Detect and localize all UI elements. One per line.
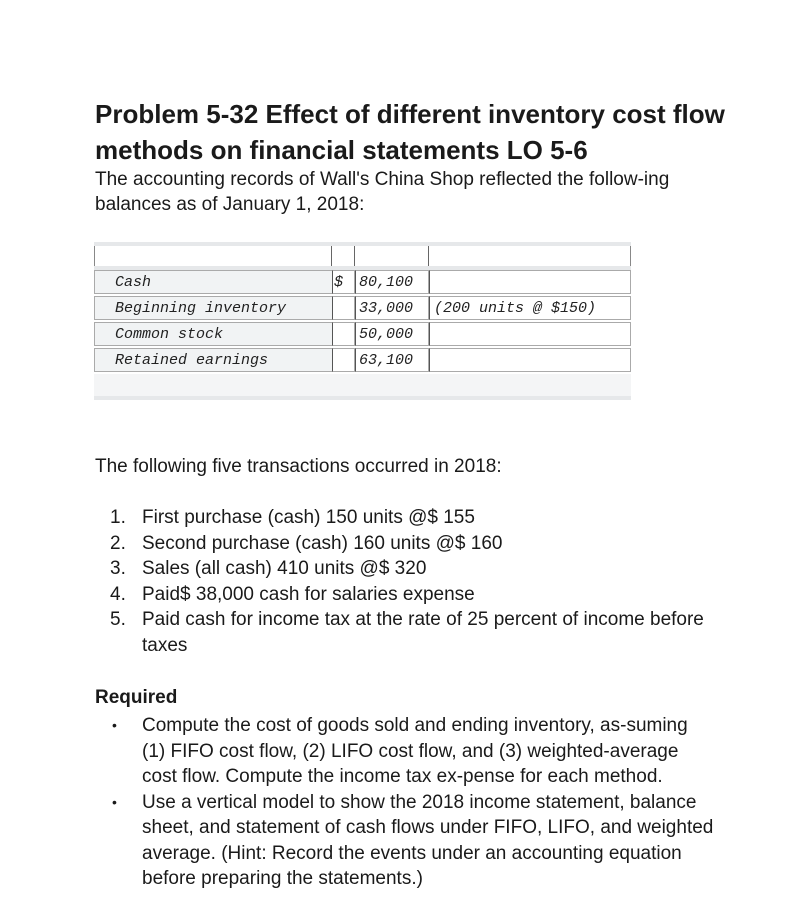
row-note [429, 270, 631, 294]
list-number: 1. [110, 507, 126, 528]
list-text: Paid cash for income tax at the rate of 25 percent of income before taxes [142, 609, 704, 656]
balances-table [94, 242, 631, 400]
bullet-icon: • [112, 717, 117, 733]
problem-title: Problem 5-32 Effect of different inventory cost flow methods on financial statements LO 5-6 [95, 99, 725, 165]
list-number: 2. [110, 532, 126, 554]
list-item [95, 556, 715, 582]
list-text: Use a vertical model to show the 2018 income statement, balance sheet, and statement of cash flows under FIFO, LIFO, and weighted average. (Hint: Record the events under an accounting equation before preparing the statements.) [142, 791, 714, 889]
row-label: Retained earnings [94, 348, 332, 372]
list-text: First purchase (cash) 150 units @$ 155 [142, 507, 475, 528]
list-number: 4. [110, 583, 126, 605]
row-amount: 63,100 [355, 348, 429, 372]
list-text: Paid$ 38,000 cash for salaries expense [142, 583, 475, 605]
row-amount: 33,000 [355, 296, 429, 320]
row-dollar-sign: $ [332, 270, 355, 294]
row-amount: 50,000 [355, 322, 429, 346]
header-divider [428, 246, 429, 267]
row-note [429, 322, 631, 346]
row-dollar-sign [332, 348, 355, 372]
bullet-icon: • [112, 793, 117, 810]
header-divider [331, 246, 332, 267]
row-amount: 80,100 [355, 270, 429, 294]
table-header-row [94, 246, 631, 267]
list-text: Second purchase (cash) 160 units @$ 160 [142, 532, 503, 554]
list-item [95, 713, 715, 790]
table-row [94, 296, 631, 322]
list-item [95, 607, 715, 658]
table-row [94, 270, 631, 296]
list-text: Sales (all cash) 410 units @$ 320 [142, 558, 427, 579]
required-list [95, 713, 715, 892]
header-divider [354, 246, 355, 267]
table-bottom-band [94, 396, 631, 400]
problem-intro: The accounting records of Wall's China Shop reflected the follow-ing balances as of January 1, 2018: [95, 169, 670, 215]
row-label: Beginning inventory [94, 296, 332, 320]
table-row [94, 322, 631, 348]
row-note [429, 348, 631, 372]
row-dollar-sign [332, 322, 355, 346]
row-label: Common stock [94, 322, 332, 346]
row-note: (200 units @ $150) [429, 296, 631, 320]
list-item [95, 790, 715, 892]
table-footer-band [94, 374, 631, 396]
list-number: 3. [110, 558, 126, 579]
list-text: Compute the cost of goods sold and ending inventory, as-suming (1) FIFO cost flow, (2) LIFO cost flow, and (3) weighted-average cost flow. Compute the income tax ex-pense for each method. [142, 715, 688, 787]
list-item [95, 582, 715, 608]
table-row [94, 348, 631, 374]
row-label: Cash [94, 270, 332, 294]
list-item [95, 505, 715, 531]
required-heading: Required [95, 687, 178, 708]
transactions-list [95, 505, 715, 658]
list-item [95, 531, 715, 557]
list-number: 5. [110, 609, 126, 630]
transactions-lead: The following five transactions occurred in 2018: [95, 456, 502, 477]
row-dollar-sign [332, 296, 355, 320]
